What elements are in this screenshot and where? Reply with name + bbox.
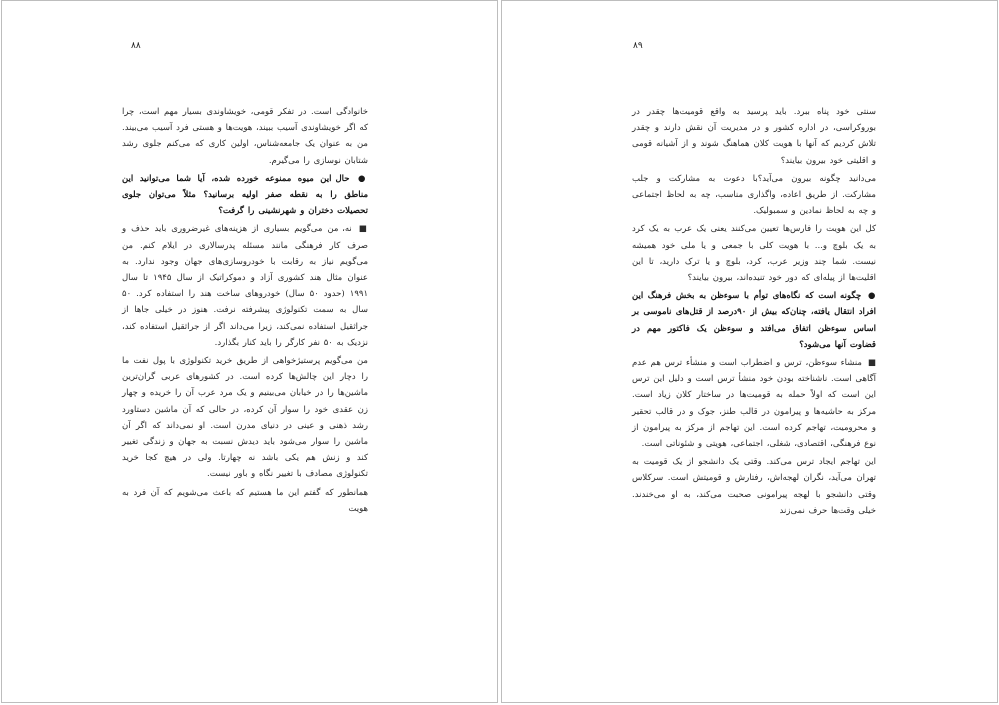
paragraph: من می‌گویم پرستیژخواهی از طریق خرید تکنولوژی با پول نفت ما را دچار این چالش‌ها کرده است. در کشورهای عربی گران‌ترین ماشین‌ها را در خیابان می‌بینیم و یک مرد عرب آن را خریده و چهار زن عقدی خود را سوار آن کرده، در حالی که آن ماشین دستاورد رشد ذهنی و عینی در دنیای مدرن است. او نمی‌داند که اگر آن ماشین را سوار می‌شود باید دیدش نسبت به جهان و زندگی تغییر کند و زنش هم یکی باشد نه چهارتا. ولی در هیچ کجا خرید تکنولوژی مصادف با تغییر نگاه و باور نیست. — [122, 356, 368, 480]
paragraph: همانطور که گفتم این ما هستیم که باعث می‌شویم که آن فرد به هویت — [122, 487, 368, 514]
bullet-square-icon: ■ — [358, 224, 369, 235]
question-text: چگونه است که نگاه‌های توأم با سوءظن به بخش فرهنگ این افراد انتقال یافته، چنان‌که بیش از ۹۰درصد از قتل‌های ناموسی بر اساس سوءظن اتفاق می‌افتد و سوءظن یک فاکتور مهم در قضاوت آنها می‌شود؟ — [632, 291, 876, 350]
interview-answer — [122, 221, 368, 351]
bullet-square-icon: ■ — [867, 358, 877, 369]
paragraph: سنتی خود پناه ببرد. باید پرسید به واقع قومیت‌ها چقدر در بوروکراسی، در اداره کشور و در مدیریت آن نقش دارند و چقدر تلاش کردیم که آنها با هویت کلان هماهنگ شوند و از آشیانه قومی و اقلیتی خود بیرون بیایند؟ — [632, 107, 876, 166]
page-body — [632, 104, 876, 521]
right-page — [501, 0, 998, 703]
paragraph: می‌دانید چگونه بیرون می‌آید؟با دعوت به مشارکت و جلب مشارکت. از طریق اعاده، واگذاری مناسب، چه به لحاظ اجتماعی و چه به لحاظ نمادین و سمبولیک. — [632, 173, 876, 217]
page-body — [122, 104, 368, 519]
page-number: ۸۹ — [633, 41, 643, 51]
question-text: حال این میوه ممنوعه خورده شده، آیا شما می‌توانید این مناطق را به نقطه صفر اولیه برسانید؟ مثلاً می‌توان جلوی تحصیلات دختران و شهرنشینی را گرفت؟ — [122, 173, 368, 217]
paragraph: کل این هویت را فارس‌ها تعیین می‌کنند یعنی یک عرب به یک کرد به یک بلوچ و... با هویت کلی با جمعی و یا ملی خود همیشه نیست. شما چند وزیر عرب، کرد، بلوچ و یا ترک دارید، تا این اقلیت‌ها از پیله‌ای که دور خود تنیده‌اند، بیرون بیایند؟ — [632, 224, 876, 284]
bullet-circle-icon: ● — [867, 291, 877, 302]
page-number: ۸۸ — [131, 41, 141, 51]
paragraph: این تهاجم ایجاد ترس می‌کند. وقتی یک دانشجو از یک قومیت به تهران می‌آید، نگران لهجه‌اش، رفتارش و قومیتش است. سرکلاس وقتی دانشجو با لهجه پیرامونی صحبت می‌کند، به او می‌خندند. خیلی وقت‌ها حرف نمی‌زند — [632, 457, 876, 516]
paragraph: خانوادگی است. در تفکر قومی، خویشاوندی بسیار مهم است، چرا که اگر خویشاوندی آسیب ببیند، هویت‌ها و هستی فرد آسیب می‌بیند. من به عنوان یک جامعه‌شناس، اولین کاری که می‌کنم جلوی رشد شتابان نوسازی را می‌گیرم. — [122, 107, 368, 166]
left-page — [1, 0, 498, 703]
interview-answer — [632, 355, 876, 452]
answer-text: نه، من می‌گویم بسیاری از هزینه‌های غیرضروری باید حذف و صرف کار فرهنگی مانند مسئله پدرسالاری در ایلام کنم. من می‌گویم نیاز به رقابت با خودروسازی‌های جهان وجود ندارد. به عنوان مثال هند کشوری آزاد و دموکراتیک از سال ۱۹۴۵ تا سال ۱۹۹۱ (حدود ۵۰ سال) خودروهای ساخت هند را استفاده کرد. ۵۰ سال به سمت تکنولوژی پیشرفته نرفت. هنوز در خیلی جاها از جراثقیل استفاده نمی‌کند، زیرا می‌داند اگر از جراثقیل استفاده کند، نزدیک به ۵۰ نفر کارگر را باید کنار بگذارد. — [122, 224, 369, 348]
interview-question — [122, 171, 368, 220]
interview-question — [632, 288, 876, 353]
answer-text: منشاء سوءظن، ترس و اضطراب است و منشأء ترس هم عدم آگاهی است. ناشناخته بودن خود منشأ ترس است و دلیل این ترس این است که اولاً حمله به قومیت‌ها در ساختار کلان زیاد است. مرکز به حاشیه‌ها و پیرامون در قالب طنز، جوک و در قالب تحقیر و محرومیت، تهاجم کرده است. این تهاجم از مرکز به پیرامون از نوع فرهنگی، اقتصادی، شغلی، اجتماعی، هویتی و شئوناتی است. — [632, 358, 876, 450]
bullet-circle-icon: ● — [358, 173, 368, 184]
